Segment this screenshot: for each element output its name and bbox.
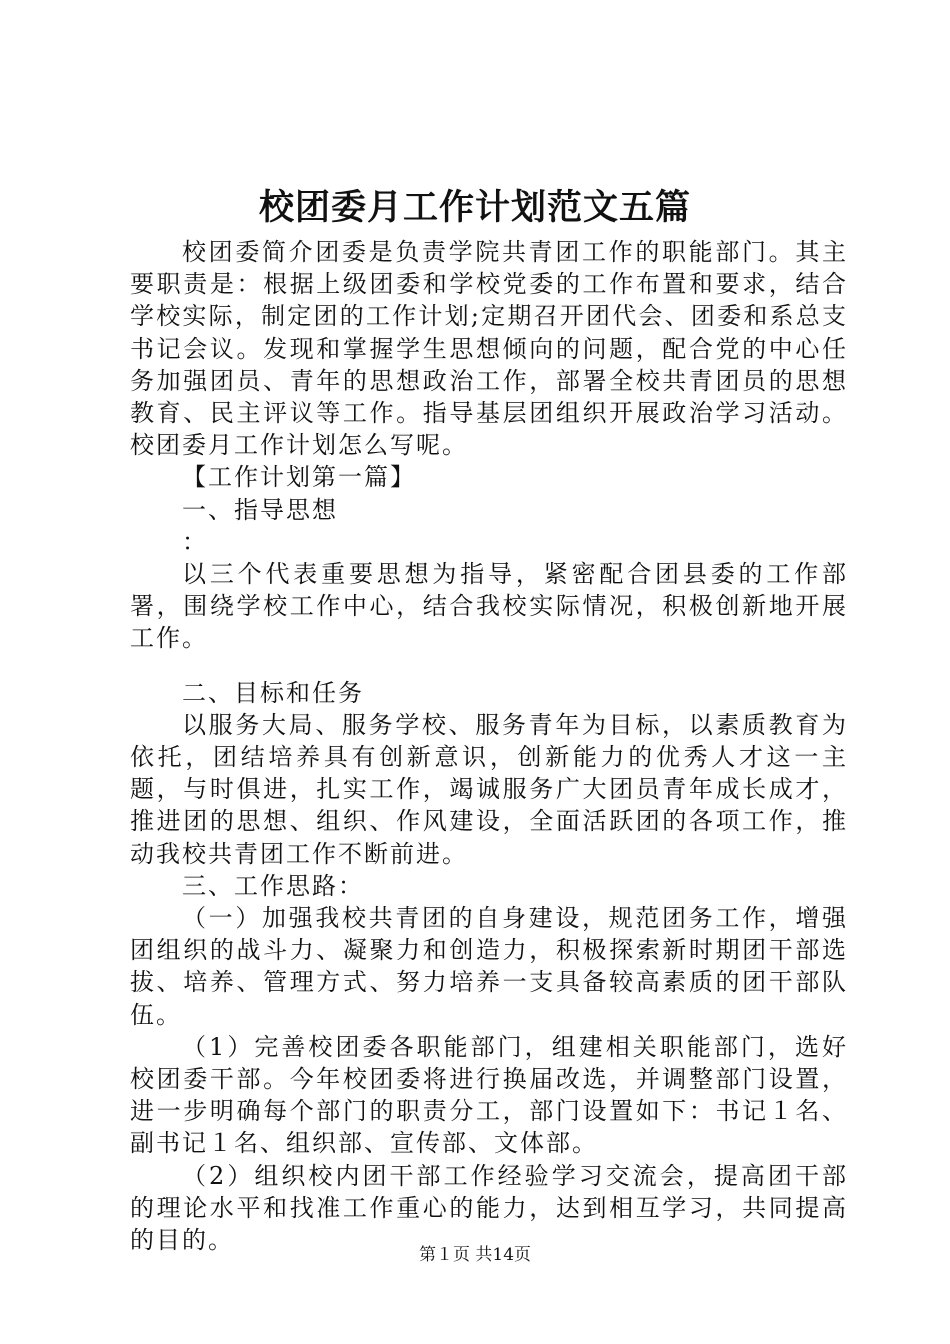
paragraph-subitem-2: （2）组织校内团干部工作经验学习交流会，提高团干部的理论水平和找准工作重心的能力，达到相互学习，共同提高的目的。 bbox=[130, 1161, 848, 1255]
document-body bbox=[130, 236, 848, 1256]
page-number-footer: 第１页 共14页 bbox=[418, 1245, 532, 1265]
paragraph-goals-tasks: 以服务大局、服务学校、服务青年为目标，以素质教育为依托，团结培养具有创新意识，创新能力的优秀人才这一主题，与时俱进，扎实工作，竭诚服务广大团员青年成长成才，推进团的思想、组织、作风建设，全面活跃团的各项工作，推动我校共青团工作不断前进。 bbox=[130, 710, 848, 868]
heading-work-ideas: 三、工作思路： bbox=[182, 871, 364, 900]
paragraph-intro: 校团委简介团委是负责学院共青团工作的职能部门。其主要职责是：根据上级团委和学校党委的工作布置和要求，结合学校实际，制定团的工作计划;定期召开团代会、团委和系总支书记会议。发现和掌握学生思想倾向的问题，配合党的中心任务加强团员、青年的思想政治工作，部署全校共青团员的思想教育、民主评议等工作。指导基层团组织开展政治学习活动。校团委月工作计划怎么写呢。 bbox=[130, 238, 848, 460]
heading-goals-tasks: 二、目标和任务 bbox=[182, 678, 364, 707]
paragraph-guiding-ideology: 以三个代表重要思想为指导，紧密配合团县委的工作部署，围绕学校工作中心，结合我校实际情况，积极创新地开展工作。 bbox=[130, 560, 848, 653]
heading-guiding-ideology: 一、指导思想 bbox=[182, 495, 338, 524]
paragraph-subitem-1: （1）完善校团委各职能部门，组建相关职能部门，选好校团委干部。今年校团委将进行换届改选，并调整部门设置，进一步明确每个部门的职责分工，部门设置如下：书记１名、副书记１名、组织部、宣传部、文体部。 bbox=[130, 1032, 848, 1158]
paragraph-item-one: （一）加强我校共青团的自身建设，规范团务工作，增强团组织的战斗力、凝聚力和创造力，积极探索新时期团干部选拔、培养、管理方式、努力培养一支具备较高素质的团干部队伍。 bbox=[130, 904, 848, 1029]
section-heading-plan-one: 【工作计划第一篇】 bbox=[182, 463, 416, 492]
colon-line: ： bbox=[182, 527, 208, 556]
spacer bbox=[130, 655, 848, 677]
document-title: 校团委月工作计划范文五篇 bbox=[258, 187, 691, 228]
